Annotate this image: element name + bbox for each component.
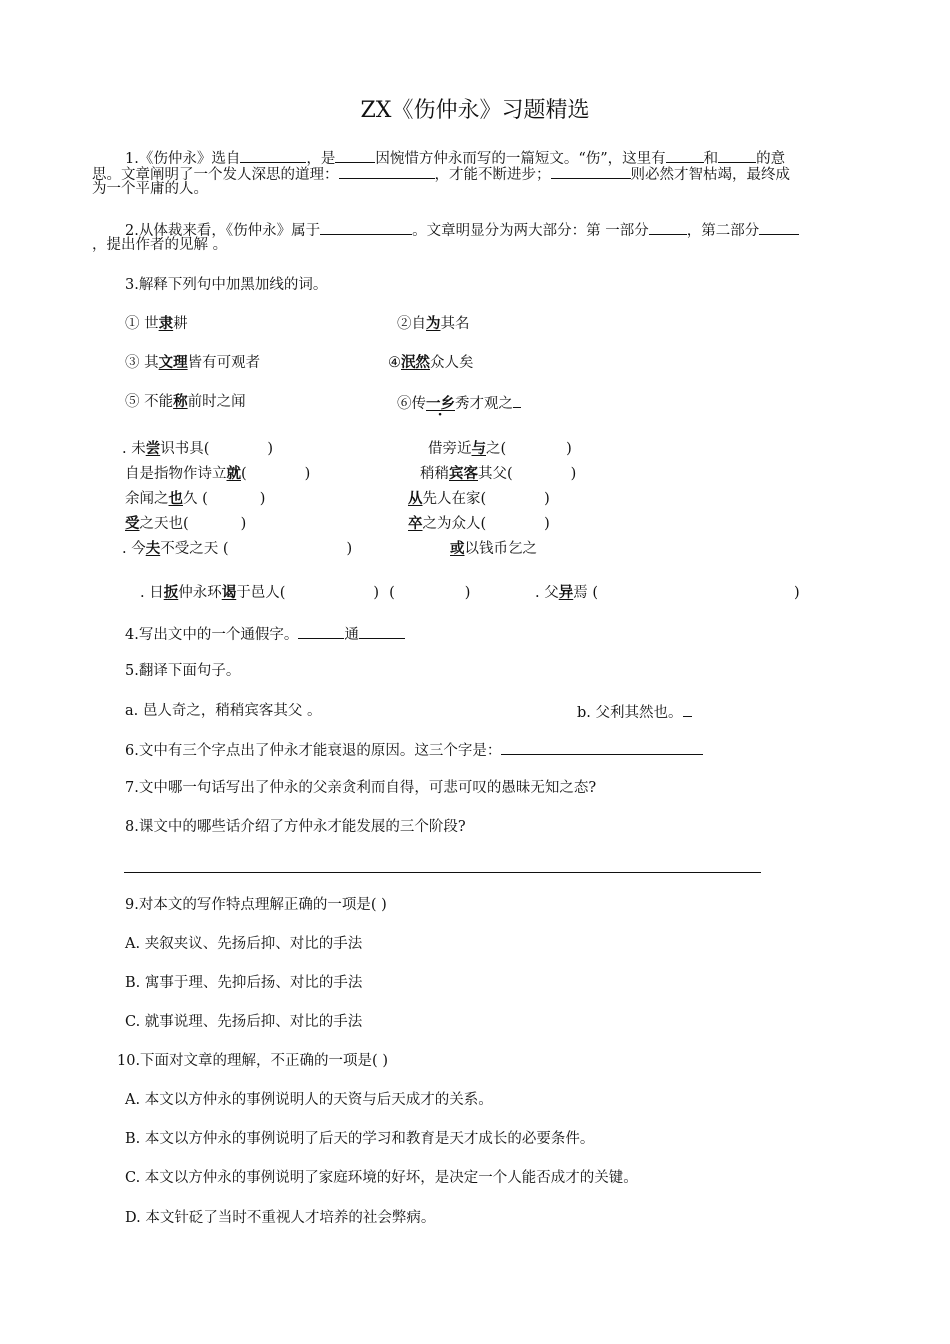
- question-7: 7.文中哪一句话写出了仲永的父亲贪利而自得，可悲可叹的愚昧无知之态?: [125, 780, 597, 796]
- key-word: 也: [168, 490, 183, 507]
- q1-text: 则必然才智枯竭，最终成: [630, 167, 790, 183]
- key-word: 宾客: [449, 465, 478, 482]
- item-text: 秀才观之: [455, 396, 513, 412]
- item-text: 于邑人(: [236, 585, 286, 601]
- close-paren: ): [570, 466, 577, 482]
- item-text: ⑥传: [397, 396, 426, 412]
- q3-item-5: [125, 393, 246, 411]
- q10-option-b[interactable]: B. 本文以方仲永的事例说明了后天的学习和教育是天才成长的必要条件。: [125, 1131, 595, 1147]
- q1-text: 和: [703, 151, 719, 167]
- question-9-prompt: 9.对本文的写作特点理解正确的一项是( ): [125, 897, 387, 913]
- q3-row-5b: [450, 540, 537, 558]
- answer-blank[interactable]: [298, 624, 344, 639]
- q1-text: ，是: [306, 151, 336, 167]
- key-word: 一乡: [426, 395, 455, 412]
- item-text: 焉 (: [573, 585, 598, 601]
- close-paren: ): [267, 441, 274, 457]
- item-text: (: [241, 466, 247, 482]
- close-paren: ): [464, 585, 471, 601]
- q3-row-1b: [428, 440, 572, 458]
- answer-blank[interactable]: [513, 393, 521, 408]
- item-text: 之为众人(: [422, 516, 487, 532]
- close-paren: ): [566, 441, 572, 457]
- q5-text: b. 父利其然也。: [577, 705, 683, 721]
- close-paren: ): [544, 516, 550, 532]
- q5-sentence-a: a. 邑人奇之，稍稍宾客其父 。: [125, 703, 322, 719]
- key-word: 或: [450, 540, 465, 557]
- q3-row-6: [140, 584, 470, 602]
- open-paren: (: [389, 585, 395, 601]
- q3-item-2: [397, 315, 470, 333]
- question-6: [125, 740, 703, 760]
- q3-row-4: [125, 515, 246, 533]
- q1-text: 因惋惜方仲永而写的一篇短文。“伤”，这里有: [375, 151, 666, 167]
- question-5-prompt: 5.翻译下面句子。: [125, 663, 241, 679]
- q2-text: 2.从体裁来看，《伤仲永》属于: [125, 223, 321, 239]
- item-text: . 今: [122, 541, 146, 557]
- q4-text: 4.写出文中的一个通假字。: [125, 627, 299, 643]
- item-text: 之(: [486, 441, 507, 457]
- q3-row-2b: [420, 465, 576, 483]
- q1-text: 1.《伤仲永》选自: [125, 151, 241, 167]
- answer-blank[interactable]: [501, 740, 703, 755]
- item-text: . 父: [535, 585, 559, 601]
- answer-blank[interactable]: [551, 164, 631, 179]
- item-text: 稍稍: [420, 466, 449, 482]
- question-1-line-3: 为一个平庸的人。: [92, 181, 208, 197]
- item-text: ① 世: [125, 316, 159, 332]
- item-text: . 日: [140, 585, 164, 601]
- question-10-prompt: 10.下面对文章的理解，不正确的一项是( ): [117, 1053, 388, 1069]
- q9-option-b[interactable]: B. 寓事于理、先抑后扬、对比的手法: [125, 975, 363, 991]
- question-4: [125, 624, 405, 644]
- item-text: 余闻之: [125, 491, 169, 507]
- item-text: 借旁近: [428, 441, 472, 457]
- item-text: 自是指物作诗立: [125, 466, 227, 482]
- q9-option-a[interactable]: A. 夹叙夹议、先扬后抑、对比的手法: [125, 936, 363, 952]
- q9-option-c[interactable]: C. 就事说理、先扬后抑、对比的手法: [125, 1014, 363, 1030]
- key-word: 就: [226, 465, 241, 482]
- close-paren: ): [373, 585, 380, 601]
- answer-blank[interactable]: [683, 702, 692, 717]
- q1-text: 的意: [756, 151, 786, 167]
- item-text: ②自: [397, 316, 426, 332]
- q3-row-5: [122, 540, 352, 558]
- item-text: 其名: [440, 316, 470, 332]
- question-3-prompt: 3.解释下列句中加黑加线的词。: [125, 277, 328, 293]
- q3-row-3b: [408, 490, 550, 508]
- item-text: ③ 其: [125, 355, 159, 371]
- answer-blank[interactable]: [359, 624, 405, 639]
- q10-option-d[interactable]: D. 本文针砭了当时不重视人才培养的社会弊病。: [125, 1210, 436, 1226]
- item-text: 识书具(: [160, 441, 210, 457]
- key-word: 泯然: [401, 354, 430, 371]
- key-word: 受: [125, 515, 140, 532]
- answer-line[interactable]: [124, 872, 761, 873]
- q3-row-1: [122, 440, 273, 458]
- q10-option-c[interactable]: C. 本文以方仲永的事例说明了家庭环境的好坏，是决定一个人能否成才的关键。: [125, 1170, 638, 1186]
- q2-text: 。文章明显分为两大部分：第 一部分: [412, 223, 649, 239]
- q10-option-a[interactable]: A. 本文以方仲永的事例说明人的天资与后天成才的关系。: [125, 1092, 493, 1108]
- key-word: 隶: [158, 315, 174, 332]
- key-word: 尝: [145, 440, 161, 457]
- q1-text: ，才能不断进步；: [434, 167, 551, 183]
- q5-sentence-b: [577, 702, 692, 722]
- close-paren: ): [240, 516, 247, 532]
- close-paren: ): [794, 585, 800, 601]
- item-text: 久 (: [183, 491, 208, 507]
- page-title: ZX《伤仲永》习题精选: [360, 98, 590, 123]
- q4-text: 通: [344, 627, 359, 643]
- item-text: 众人矣: [430, 355, 474, 371]
- answer-blank[interactable]: [339, 164, 435, 179]
- close-paren: ): [544, 491, 550, 507]
- answer-blank[interactable]: [649, 220, 687, 235]
- item-text: 仲永环: [178, 585, 222, 601]
- q3-row-2: [125, 465, 310, 483]
- key-word: 异: [558, 584, 574, 601]
- close-paren: ): [259, 491, 266, 507]
- key-word: 扳: [163, 584, 179, 601]
- q3-row-6b: [535, 584, 800, 602]
- item-text: 其父(: [478, 466, 513, 482]
- answer-blank[interactable]: [320, 220, 412, 235]
- key-word: 称: [173, 393, 188, 410]
- q3-item-4: [388, 354, 474, 372]
- item-text: 以钱币乞之: [464, 541, 537, 557]
- close-paren: ): [346, 541, 353, 557]
- item-text: 之天也(: [139, 516, 189, 532]
- q3-item-6: [397, 393, 521, 413]
- question-8: 8.课文中的哪些话介绍了方仲永才能发展的三个阶段?: [125, 819, 466, 835]
- answer-blank[interactable]: [335, 148, 375, 163]
- answer-blank[interactable]: [718, 148, 756, 163]
- q6-text: 6.文中有三个字点出了仲永才能衰退的原因。这三个字是：: [125, 743, 502, 759]
- close-paren: ): [304, 466, 311, 482]
- key-word: 文理: [158, 354, 188, 371]
- key-word: 为: [426, 315, 441, 332]
- item-text: . 未: [122, 441, 146, 457]
- q3-row-3: [125, 490, 265, 508]
- item-text: 先人在家(: [422, 491, 487, 507]
- q1-text: 思。文章阐明了一个发人深思的道理：: [92, 167, 339, 183]
- item-text: 皆有可观者: [187, 355, 261, 371]
- q3-item-3: [125, 354, 260, 372]
- key-word: 与: [471, 440, 486, 457]
- answer-blank[interactable]: [666, 148, 704, 163]
- item-text: 前时之闻: [187, 394, 246, 410]
- item-text: 耕: [173, 316, 188, 332]
- q3-item-1: [125, 315, 188, 333]
- answer-blank[interactable]: [759, 220, 799, 235]
- item-text: ⑤ 不能: [125, 394, 174, 410]
- question-2-line-2: ，提出作者的见解 。: [92, 237, 228, 253]
- answer-blank[interactable]: [240, 148, 306, 163]
- key-word: 卒: [408, 515, 423, 532]
- item-text: 不受之天 (: [160, 541, 229, 557]
- item-text: ④: [388, 355, 401, 371]
- q3-row-4b: [408, 515, 550, 533]
- key-word: 谒: [221, 584, 237, 601]
- q2-text: ，第二部分: [686, 223, 760, 239]
- key-word: 夫: [145, 540, 161, 557]
- key-word: 从: [408, 490, 423, 507]
